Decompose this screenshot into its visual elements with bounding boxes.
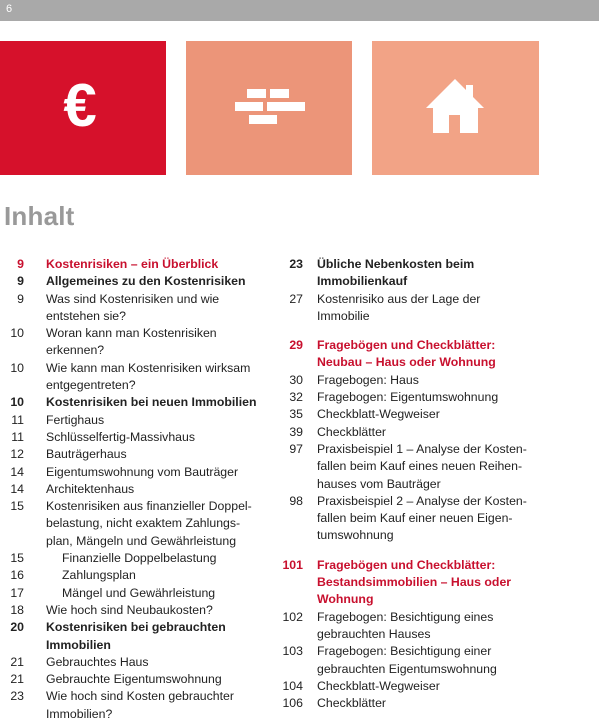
toc-entry[interactable]: [0, 585, 272, 602]
toc-page-number: 14: [10, 464, 24, 479]
toc-line: [276, 424, 599, 441]
toc-entry-text: gebrauchten Hauses: [317, 626, 431, 641]
toc-entry-text: Checkblätter: [317, 424, 387, 439]
toc-entry-text: Praxisbeispiel 1 – Analyse der Kosten-: [317, 441, 527, 456]
toc-line: [276, 643, 599, 660]
toc-entry-text: Fragebogen: Eigentumswohnung: [317, 390, 499, 405]
toc-line: [0, 273, 272, 290]
toc-entry[interactable]: [0, 291, 272, 326]
toc-line: [276, 256, 599, 273]
toc-entry-text: tumswohnung: [317, 528, 394, 543]
toc-entry[interactable]: [276, 557, 599, 609]
toc-entry[interactable]: [0, 602, 272, 619]
toc-entry-text: Fragebogen: Haus: [317, 372, 419, 387]
toc-entry[interactable]: [276, 493, 599, 545]
toc-page-number: 11: [11, 412, 24, 427]
toc-page-number: 15: [10, 499, 24, 514]
toc-entry-text: Fragebogen: Besichtigung eines: [317, 609, 494, 624]
toc-entry-text: Kostenrisiken – ein Überblick: [46, 257, 219, 271]
toc-page-number: 20: [10, 620, 24, 635]
toc-entry-text: Kostenrisiko aus der Lage der: [317, 291, 481, 306]
toc-entry-text: Übliche Nebenkosten beim: [317, 257, 475, 271]
toc-page-number: 30: [289, 372, 303, 387]
toc-entry-text: Kostenrisiken bei gebrauchten: [46, 620, 226, 635]
toc-line: [276, 527, 599, 544]
toc-entry[interactable]: [0, 446, 272, 463]
toc-entry-text: Kostenrisiken bei neuen Immobilien: [46, 395, 257, 410]
toc-line: [0, 256, 272, 273]
toc-entry[interactable]: [0, 619, 272, 654]
toc-entry[interactable]: [0, 412, 272, 429]
toc-line: [276, 308, 599, 325]
section-gap: [276, 545, 599, 557]
toc-page-number: 97: [289, 441, 303, 456]
toc-line: [0, 567, 272, 584]
toc-page-number: 15: [10, 551, 24, 566]
toc-line: [276, 406, 599, 423]
page-title: Inhalt: [4, 201, 75, 231]
toc-entry[interactable]: [0, 360, 272, 395]
euro-symbol: €: [63, 72, 97, 139]
toc-entry[interactable]: [0, 481, 272, 498]
toc-entry[interactable]: [276, 609, 599, 644]
toc-line: [0, 394, 272, 411]
toc-entry-text: Woran kann man Kostenrisiken: [46, 326, 217, 341]
house-icon: [372, 41, 539, 175]
toc-line: [276, 291, 599, 308]
toc-line: [0, 429, 272, 446]
toc-page-number: 21: [10, 654, 24, 669]
toc-page-number: 10: [10, 326, 24, 341]
toc-entry-text: Schlüsselfertig-Massivhaus: [46, 429, 195, 444]
toc-entry-text: Praxisbeispiel 2 – Analyse der Kosten-: [317, 493, 527, 508]
toc-entry[interactable]: [276, 406, 599, 423]
toc-line: [0, 688, 272, 705]
toc-page-number: 29: [289, 338, 303, 353]
toc-line: [0, 481, 272, 498]
toc-entry[interactable]: [276, 389, 599, 406]
toc-line: [0, 446, 272, 463]
toc-line: [276, 510, 599, 527]
toc-entry-text: fallen beim Kauf eines neuen Reihen-: [317, 459, 523, 474]
toc-line: [0, 533, 272, 550]
toc-entry[interactable]: [276, 256, 599, 291]
toc-entry[interactable]: [0, 429, 272, 446]
toc-line: [276, 609, 599, 626]
toc-entry[interactable]: [0, 688, 272, 720]
toc-entry-text: Checkblatt-Wegweiser: [317, 407, 440, 422]
toc-line: [0, 325, 272, 342]
toc-entry-text: Bestandsimmobilien – Haus oder: [317, 575, 512, 590]
toc-page-number: 39: [289, 424, 303, 439]
toc-page-number: 104: [282, 678, 303, 693]
toc-entry[interactable]: [0, 325, 272, 360]
toc-entry[interactable]: [276, 337, 599, 372]
toc-page-number: 10: [10, 395, 24, 410]
toc-line: [0, 360, 272, 377]
toc-page-number: 98: [289, 493, 303, 508]
toc-entry[interactable]: [0, 567, 272, 584]
toc-entry-text: Gebrauchtes Haus: [46, 654, 149, 669]
toc-line: [276, 661, 599, 678]
toc-line: [276, 574, 599, 591]
toc-entry-text: Allgemeines zu den Kostenrisiken: [46, 274, 246, 289]
toc-entry-text: gebrauchten Eigentumswohnung: [317, 661, 497, 676]
toc-line: [0, 498, 272, 515]
toc-entry[interactable]: [276, 372, 599, 389]
toc-entry-text: Fragebögen und Checkblätter:: [317, 338, 496, 353]
toc-entry[interactable]: [276, 643, 599, 678]
toc-entry-text: Checkblatt-Wegweiser: [317, 678, 440, 693]
toc-page-number: 11: [11, 429, 24, 444]
toc-entry[interactable]: [0, 550, 272, 567]
toc-line: [276, 557, 599, 574]
toc-line: [0, 585, 272, 602]
toc-page-number: 23: [289, 257, 303, 271]
toc-line: [0, 377, 272, 394]
toc-page-number: 10: [10, 360, 24, 375]
toc-right-column: [276, 256, 599, 712]
house-tile: [372, 41, 539, 175]
toc-page-number: 9: [17, 291, 24, 306]
toc-page-number: 16: [10, 568, 24, 583]
toc-entry[interactable]: [276, 441, 599, 493]
toc-entry-text: hauses vom Bauträger: [317, 476, 441, 491]
toc-line: [276, 695, 599, 712]
toc-entry-text: Immobilien: [46, 637, 111, 652]
toc-page-number: 18: [10, 602, 24, 617]
toc-entry-text: Wohnung: [317, 592, 374, 607]
toc-line: [0, 308, 272, 325]
toc-entry-text: Kostenrisiken aus finanzieller Doppel-: [46, 499, 252, 514]
toc-entry[interactable]: [276, 695, 599, 712]
toc-entry-text: Mängel und Gewährleistung: [62, 585, 216, 600]
toc-entry-text: Wie hoch sind Kosten gebrauchter: [46, 689, 234, 704]
toc-left-column: [0, 256, 272, 720]
toc-line: [276, 354, 599, 371]
toc-entry-text: erkennen?: [46, 343, 105, 358]
page-number: 6: [6, 3, 13, 15]
toc-entry[interactable]: [0, 654, 272, 671]
toc-entry-text: Fragebögen und Checkblätter:: [317, 557, 496, 572]
toc-entry-text: Gebrauchte Eigentumswohnung: [46, 672, 222, 687]
toc-entry[interactable]: [0, 256, 272, 273]
toc-line: [0, 550, 272, 567]
toc-entry-text: Fragebogen: Besichtigung einer: [317, 644, 492, 659]
toc-entry[interactable]: [0, 498, 272, 550]
toc-line: [276, 458, 599, 475]
toc-line: [276, 441, 599, 458]
toc-page-number: 102: [282, 609, 303, 624]
toc-line: [276, 273, 599, 290]
toc-entry-text: Eigentumswohnung vom Bauträger: [46, 464, 239, 479]
toc-line: [0, 342, 272, 359]
toc-line: [276, 626, 599, 643]
toc-page-number: 106: [282, 696, 303, 711]
toc-entry[interactable]: [276, 291, 599, 326]
toc-entry-text: Bauträgerhaus: [46, 447, 127, 462]
toc-line: [0, 464, 272, 481]
euro-icon: [0, 41, 166, 175]
toc-entry-text: Immobilie: [317, 308, 370, 323]
toc-entry[interactable]: [0, 464, 272, 481]
toc-line: [276, 476, 599, 493]
toc-entry[interactable]: [0, 394, 272, 411]
toc-line: [276, 591, 599, 608]
section-gap: [276, 325, 599, 337]
toc-line: [0, 619, 272, 636]
toc-entry-text: entgegentreten?: [46, 378, 136, 393]
header-bar: [0, 0, 599, 21]
toc-entry-text: Neubau – Haus oder Wohnung: [317, 355, 496, 370]
toc-entry-text: Wie hoch sind Neubaukosten?: [46, 602, 213, 617]
toc-line: [276, 678, 599, 695]
toc-entry-text: Finanzielle Doppelbelastung: [62, 551, 217, 566]
toc-page-number: 9: [17, 274, 24, 289]
toc-entry-text: Immobilienkauf: [317, 274, 408, 289]
toc-line: [0, 654, 272, 671]
toc-entry-text: Checkblätter: [317, 696, 387, 711]
toc-entry-text: Immobilien?: [46, 706, 113, 720]
toc-line: [0, 291, 272, 308]
toc-entry[interactable]: [276, 424, 599, 441]
toc-page-number: 35: [289, 407, 303, 422]
toc-page-number: 101: [282, 557, 303, 572]
toc-entry-text: Was sind Kostenrisiken und wie: [46, 291, 220, 306]
toc-entry-text: fallen beim Kauf einer neuen Eigen-: [317, 511, 513, 526]
toc-page-number: 23: [10, 689, 24, 704]
toc-entry-text: entstehen sie?: [46, 308, 126, 323]
toc-entry-text: belastung, nicht exaktem Zahlungs-: [46, 516, 241, 531]
toc-page-number: 12: [10, 447, 24, 462]
toc-page-number: 27: [289, 291, 303, 306]
toc-entry-text: Fertighaus: [46, 412, 105, 427]
toc-entry[interactable]: [0, 671, 272, 688]
bricks-icon: [186, 41, 352, 175]
toc-line: [0, 637, 272, 654]
toc-entry-text: plan, Mängeln und Gewährleistung: [46, 533, 237, 548]
euro-tile: [0, 41, 166, 175]
toc-entry-text: Wie kann man Kostenrisiken wirksam: [46, 360, 251, 375]
toc-line: [276, 372, 599, 389]
toc-line: [0, 602, 272, 619]
toc-page-number: 32: [289, 390, 303, 405]
toc-page-number: 21: [10, 672, 24, 687]
toc-page-number: 17: [10, 585, 24, 600]
toc-line: [0, 706, 272, 720]
toc-page-number: 14: [10, 481, 24, 496]
toc-line: [276, 389, 599, 406]
toc-entry[interactable]: [0, 273, 272, 290]
toc-line: [0, 671, 272, 688]
toc-line: [276, 337, 599, 354]
toc-page-number: 103: [282, 644, 303, 659]
toc-page-number: 9: [17, 257, 24, 271]
toc-entry-text: Zahlungsplan: [62, 568, 136, 583]
toc-line: [0, 412, 272, 429]
bricks-tile: [186, 41, 352, 175]
toc-entry[interactable]: [276, 678, 599, 695]
toc-entry-text: Architektenhaus: [46, 481, 135, 496]
toc-line: [276, 493, 599, 510]
toc-line: [0, 515, 272, 532]
